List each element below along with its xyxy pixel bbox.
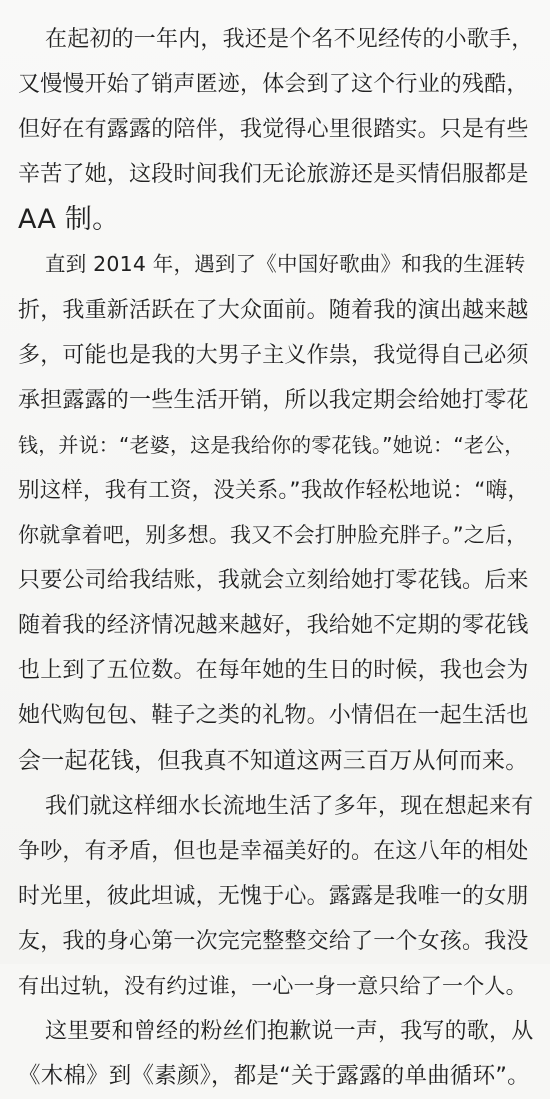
text-line: 但好在有露露的陪伴，我觉得心里很踏实。只是有些 xyxy=(18,117,529,143)
text-line: 辛苦了她，这段时间我们无论旅游还是买情侣服都是 xyxy=(18,162,529,188)
text-line: AA 制。 xyxy=(18,204,120,236)
text-line: 《木棉》到《素颜》，都是“关于露露的单曲循环”。 xyxy=(18,1063,530,1090)
text-line: 争吵，有矛盾，但也是幸福美好的。在这八年的相处 xyxy=(18,838,529,864)
paragraph-first-line: 我们就这样细水长流地生活了多年，现在想起来有 xyxy=(45,793,534,819)
text-line: 只要公司给我结账，我就会立刻给她打零花钱。后来 xyxy=(18,568,529,594)
text-line: 有出过轨，没有约过谁，一心一身一意只给了一个人。 xyxy=(18,973,527,998)
text-line: 你就拿着吧，别多想。我又不会打肿脸充胖子。”之后， xyxy=(18,523,528,548)
text-line: 又慢慢开始了销声匿迹，体会到了这个行业的残酷， xyxy=(18,72,529,98)
text-line: 别这样，我有工资，没关系。”我故作轻松地说：“嗨， xyxy=(18,477,530,503)
text-line: 多，可能也是我的大男子主义作祟，我觉得自己必须 xyxy=(18,342,529,368)
paragraph-first-line: 这里要和曾经的粉丝们抱歉说一声，我写的歌，从 xyxy=(45,1019,534,1045)
text-line: 承担露露的一些生活开销，所以我定期会给她打零花 xyxy=(18,387,529,413)
paragraph-first-line: 在起初的一年内，我还是个名不见经传的小歌手， xyxy=(45,27,534,52)
paragraph-first-line: 直到 2014 年，遇到了《中国好歌曲》和我的生涯转 xyxy=(45,252,526,277)
text-line: 会一起花钱，但我真不知道这两三百万从何而来。 xyxy=(18,747,529,774)
text-line: 也上到了五位数。在每年她的生日的时候，我也会为 xyxy=(18,658,529,684)
text-line: 钱，并说：“老婆，这是我给你的零花钱。”她说：“老公， xyxy=(18,432,525,457)
text-line: 她代购包包、鞋子之类的礼物。小情侣在一起生活也 xyxy=(18,703,529,729)
text-line: 时光里，彼此坦诚，无愧于心。露露是我唯一的女朋 xyxy=(18,883,529,909)
text-line: 友，我的身心第一次完完整整交给了一个女孩。我没 xyxy=(18,928,529,954)
text-line: 随着我的经济情况越来越好，我给她不定期的零花钱 xyxy=(18,613,529,639)
body-text xyxy=(18,17,534,1099)
text-line: 折，我重新活跃在了大众面前。随着我的演出越来越 xyxy=(18,297,529,323)
